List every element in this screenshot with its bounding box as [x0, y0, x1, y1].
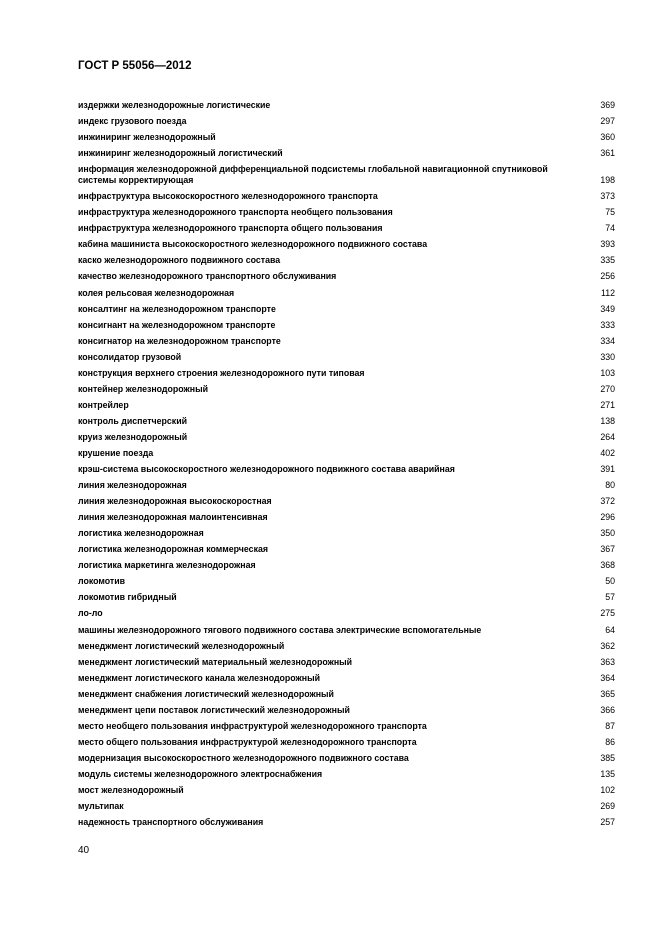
index-page-ref: 334	[600, 335, 615, 346]
index-page-ref: 372	[600, 496, 615, 507]
index-term: надежность транспортного обслуживания	[78, 817, 264, 828]
document-header: ГОСТ Р 55056—2012	[78, 60, 192, 72]
index-page-ref: 363	[600, 656, 615, 667]
index-term: логистика маркетинга железнодорожная	[78, 560, 256, 571]
index-page-ref: 198	[600, 175, 615, 186]
index-page-ref: 365	[600, 688, 615, 699]
index-entry	[78, 111, 615, 127]
index-term: качество железнодорожного транспортного обслуживания	[78, 271, 337, 282]
index-term: инжиниринг железнодорожный	[78, 132, 216, 143]
index-page-ref: 75	[605, 207, 615, 218]
index-page-ref: 87	[605, 720, 615, 731]
index-entry	[78, 668, 615, 684]
index-page-ref: 112	[600, 287, 615, 298]
index-page-ref: 275	[600, 608, 615, 619]
index-term: менеджмент логистического канала железнодорожный	[78, 672, 321, 683]
index-term: инфраструктура железнодорожного транспорта необщего пользования	[78, 207, 393, 218]
index-term: место необщего пользования инфраструктурой железнодорожного транспорта	[78, 720, 427, 731]
index-term: мост железнодорожный	[78, 784, 184, 795]
index-entry	[78, 619, 615, 635]
index-term: логистика железнодорожная	[78, 528, 204, 539]
index-term: контейнер железнодорожный	[78, 383, 208, 394]
alphabetical-index	[78, 95, 615, 828]
index-entry	[78, 379, 615, 395]
index-term: контроль диспетчерский	[78, 415, 188, 426]
index-entry	[78, 250, 615, 266]
index-page-ref: 57	[605, 592, 615, 603]
index-page-ref: 402	[600, 447, 615, 458]
index-term: круиз железнодорожный	[78, 431, 188, 442]
index-page-ref: 271	[600, 399, 615, 410]
index-page-ref: 264	[600, 431, 615, 442]
index-page-ref: 362	[600, 640, 615, 651]
index-entry	[78, 347, 615, 363]
index-page-ref: 297	[600, 116, 615, 127]
index-page-ref: 364	[600, 672, 615, 683]
index-term: контрейлер	[78, 399, 129, 410]
index-page-ref: 361	[600, 148, 615, 159]
index-term: менеджмент цепи поставок логистический железнодорожный	[78, 704, 350, 715]
index-page-ref: 349	[600, 303, 615, 314]
index-page-ref: 366	[600, 704, 615, 715]
index-entry	[78, 218, 615, 234]
index-entry	[78, 299, 615, 315]
index-entry	[78, 700, 615, 716]
index-term: менеджмент снабжения логистический железнодорожный	[78, 688, 334, 699]
index-page-ref: 368	[600, 560, 615, 571]
index-page-ref: 86	[605, 736, 615, 747]
index-page-ref: 369	[600, 100, 615, 111]
index-entry	[78, 716, 615, 732]
index-entry	[78, 652, 615, 668]
index-entry	[78, 159, 615, 186]
index-page-ref: 335	[600, 255, 615, 266]
index-entry	[78, 411, 615, 427]
index-entry	[78, 282, 615, 298]
index-page-ref: 373	[600, 191, 615, 202]
index-entry	[78, 507, 615, 523]
index-page-ref: 385	[600, 752, 615, 763]
index-term: локомотив гибридный	[78, 592, 177, 603]
index-page-ref: 269	[600, 801, 615, 812]
index-page-ref: 135	[600, 768, 615, 779]
index-term: консалтинг на железнодорожном транспорте	[78, 303, 276, 314]
index-entry	[78, 684, 615, 700]
index-entry	[78, 127, 615, 143]
index-term: линия железнодорожная	[78, 480, 187, 491]
index-entry	[78, 234, 615, 250]
index-entry	[78, 443, 615, 459]
index-term: конструкция верхнего строения железнодорожного пути типовая	[78, 367, 365, 378]
index-term: ло-ло	[78, 608, 103, 619]
index-page-ref: 50	[605, 576, 615, 587]
index-page-ref: 103	[600, 367, 615, 378]
index-page-ref: 330	[600, 351, 615, 362]
index-entry	[78, 186, 615, 202]
index-term: инфраструктура железнодорожного транспорта общего пользования	[78, 223, 383, 234]
index-page-ref: 350	[600, 528, 615, 539]
index-term: крушение поезда	[78, 447, 154, 458]
index-entry	[78, 475, 615, 491]
index-page-ref: 270	[600, 383, 615, 394]
index-entry	[78, 748, 615, 764]
index-term: менеджмент логистический материальный железнодорожный	[78, 656, 353, 667]
index-entry	[78, 812, 615, 828]
index-page-ref: 257	[600, 817, 615, 828]
index-term: модуль системы железнодорожного электроснабжения	[78, 768, 323, 779]
index-term: машины железнодорожного тягового подвижного состава электрические вспомогательные	[78, 624, 482, 635]
index-entry	[78, 732, 615, 748]
index-term: менеджмент логистический железнодорожный	[78, 640, 285, 651]
index-term: инжиниринг железнодорожный логистический	[78, 148, 283, 159]
index-entry	[78, 95, 615, 111]
index-term: линия железнодорожная высокоскоростная	[78, 496, 272, 507]
index-term: каско железнодорожного подвижного состава	[78, 255, 281, 266]
index-term: место общего пользования инфраструктурой железнодорожного транспорта	[78, 736, 417, 747]
index-term: крэш-система высокоскоростного железнодорожного подвижного состава аварийная	[78, 464, 455, 475]
index-entry	[78, 491, 615, 507]
index-term: издержки железнодорожные логистические	[78, 100, 271, 111]
index-entry	[78, 555, 615, 571]
index-entry	[78, 539, 615, 555]
index-entry	[78, 331, 615, 347]
index-page-ref: 102	[600, 784, 615, 795]
index-term: консигнант на железнодорожном транспорте	[78, 319, 276, 330]
index-page-ref: 74	[605, 223, 615, 234]
index-term: колея рельсовая железнодорожная	[78, 287, 235, 298]
index-entry	[78, 427, 615, 443]
index-entry	[78, 266, 615, 282]
index-entry	[78, 764, 615, 780]
index-page-ref: 391	[600, 464, 615, 475]
index-page-ref: 360	[600, 132, 615, 143]
index-term: индекс грузового поезда	[78, 116, 187, 127]
index-entry	[78, 523, 615, 539]
index-term: кабина машиниста высокоскоростного железнодорожного подвижного состава	[78, 239, 428, 250]
index-page-ref: 367	[600, 544, 615, 555]
index-term: локомотив	[78, 576, 126, 587]
index-entry	[78, 780, 615, 796]
index-term: модернизация высокоскоростного железнодорожного подвижного состава	[78, 752, 409, 763]
index-term: консолидатор грузовой	[78, 351, 182, 362]
index-page-ref: 64	[605, 624, 615, 635]
index-entry	[78, 315, 615, 331]
index-entry	[78, 796, 615, 812]
index-term: консигнатор на железнодорожном транспорте	[78, 335, 281, 346]
index-page-ref: 138	[600, 415, 615, 426]
index-term: инфраструктура высокоскоростного железнодорожного транспорта	[78, 191, 378, 202]
index-page-ref: 333	[600, 319, 615, 330]
index-entry	[78, 202, 615, 218]
index-entry	[78, 571, 615, 587]
index-term: линия железнодорожная малоинтенсивная	[78, 512, 268, 523]
index-page-ref: 80	[605, 480, 615, 491]
index-entry	[78, 459, 615, 475]
index-term: мультипак	[78, 801, 124, 812]
index-entry	[78, 143, 615, 159]
index-entry	[78, 587, 615, 603]
index-page-ref: 393	[600, 239, 615, 250]
index-entry	[78, 636, 615, 652]
index-term: информация железнодорожной дифференциальной подсистемы глобальной навигационной спутниковой системы корректирующая	[78, 164, 548, 186]
index-page-ref: 296	[600, 512, 615, 523]
page-number: 40	[78, 845, 90, 856]
index-entry	[78, 363, 615, 379]
index-page-ref: 256	[600, 271, 615, 282]
index-entry	[78, 395, 615, 411]
index-entry	[78, 603, 615, 619]
index-term: логистика железнодорожная коммерческая	[78, 544, 269, 555]
